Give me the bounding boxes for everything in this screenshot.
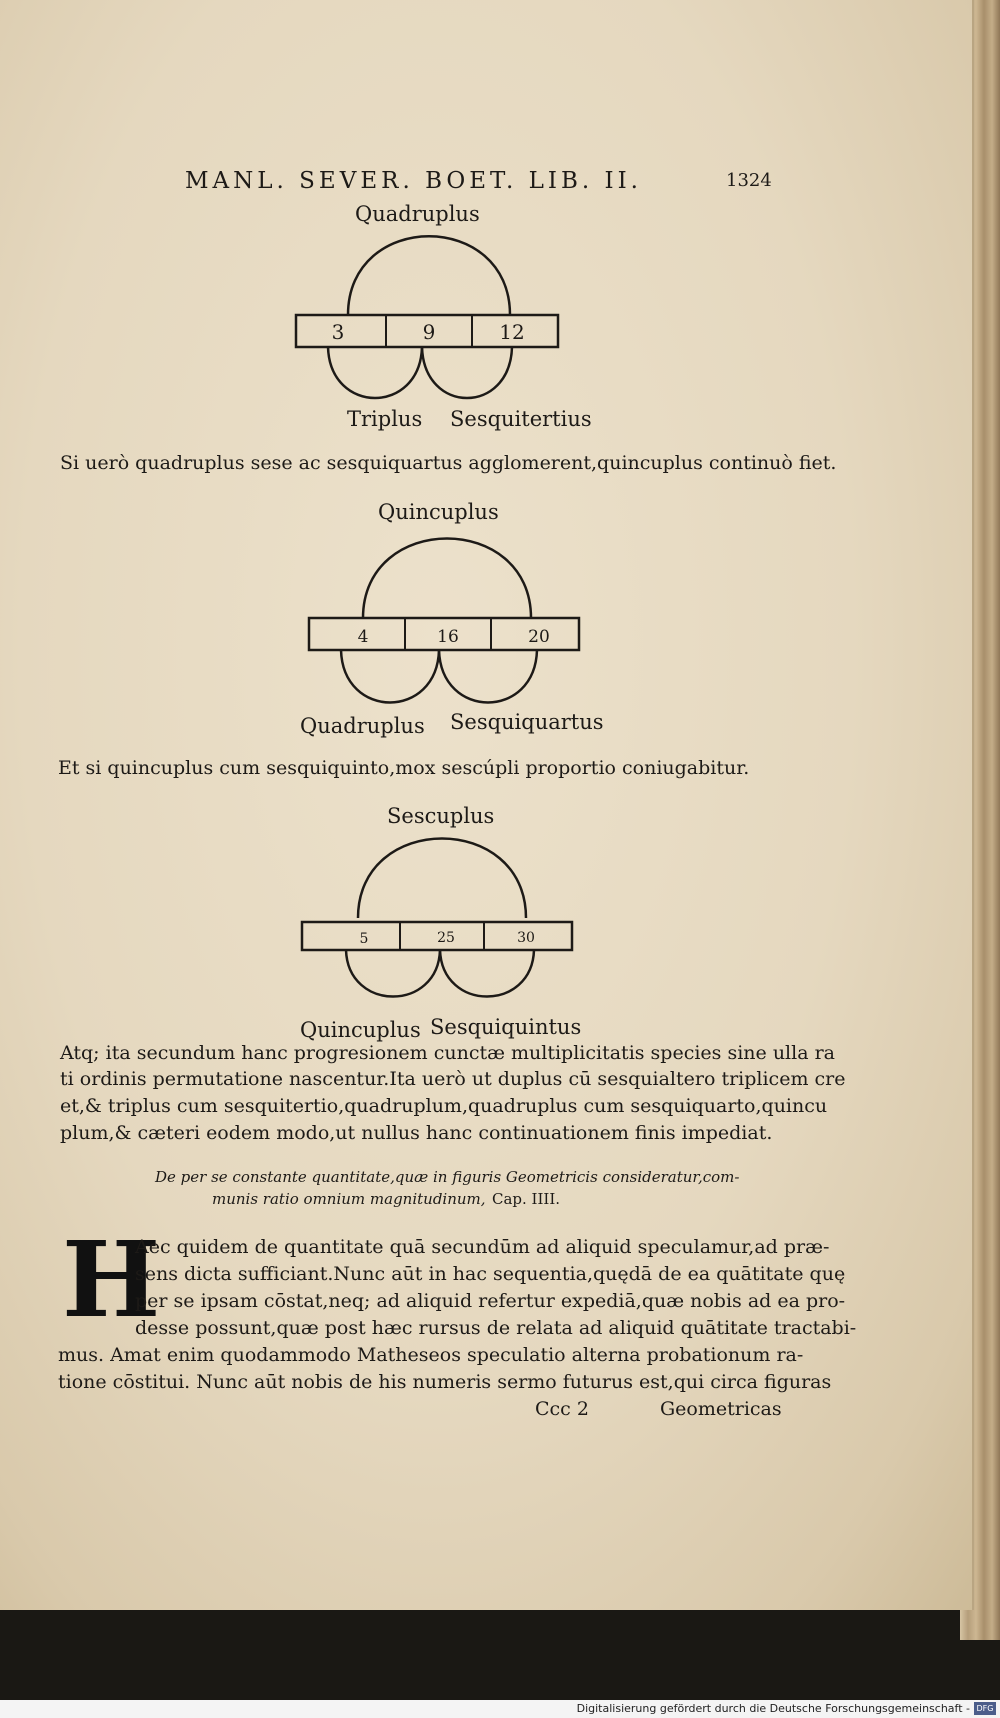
- dfg-logo: DFG: [974, 1702, 996, 1715]
- decorated-initial: H: [62, 1218, 161, 1341]
- paragraph-1-line: ti ordinis permutatione nascentur.Ita uerò ut duplus cū sesquialtero triplicem cre: [60, 1068, 846, 1090]
- diagram-3-lower-arc-left: [346, 950, 440, 997]
- diagram-3: [298, 830, 588, 1010]
- diagram-2-number: 20: [528, 627, 550, 647]
- diagram-1-bottom-left-label: Triplus: [347, 407, 423, 431]
- chapter-caption-line-2: munis ratio omnium magnitudinum,: [212, 1190, 486, 1208]
- diagram-2-number: 4: [357, 627, 369, 647]
- paragraph-2-line: sens dicta sufficiant.Nunc aūt in hac sequentia,quędā de ea quātitate quę: [135, 1263, 846, 1285]
- diagram-3-number: 30: [517, 930, 535, 946]
- diagram-3-top-label: Sescuplus: [387, 804, 495, 828]
- diagram-1-top-label: Quadruplus: [355, 202, 480, 226]
- diagram-2: [305, 530, 595, 710]
- diagram-3-bottom-left-label: Quincuplus: [300, 1018, 421, 1042]
- page-number: 1324: [726, 170, 772, 191]
- diagram-3-number: 25: [437, 930, 455, 946]
- paragraph-2-line: Aec quidem de quantitate quā secundūm ad aliquid speculamur,ad præ-: [135, 1236, 830, 1258]
- diagram-3-bottom-right-label: Sesquiquintus: [430, 1015, 582, 1039]
- signature-mark: Ccc 2: [535, 1398, 589, 1420]
- diagram-1-number: 9: [422, 320, 436, 344]
- diagram-1-lower-arc-left: [328, 347, 422, 398]
- paragraph-2-line: mus. Amat enim quodammodo Matheseos speculatio alterna probationum ra-: [58, 1344, 804, 1366]
- text-line-1: Si uerò quadruplus sese ac sesquiquartus agglomerent,quincuplus continuò fiet.: [60, 452, 837, 474]
- diagram-3-number: 5: [359, 931, 369, 947]
- diagram-3-upper-arc: [358, 839, 526, 919]
- paragraph-1-line: et,& triplus cum sesquitertio,quadruplum,quadruplus cum sesquiquarto,quincu: [60, 1095, 828, 1117]
- diagram-2-upper-arc: [363, 539, 531, 619]
- diagram-2-bottom-right-label: Sesquiquartus: [450, 710, 604, 734]
- diagram-2-top-label: Quincuplus: [378, 500, 499, 524]
- diagram-1: [290, 225, 570, 405]
- diagram-2-lower-arc-right: [439, 650, 537, 703]
- diagram-2-lower-arc-left: [341, 650, 439, 703]
- diagram-1-bottom-right-label: Sesquitertius: [450, 407, 592, 431]
- diagram-1-lower-arc-right: [422, 347, 512, 398]
- diagram-2-bottom-left-label: Quadruplus: [300, 714, 425, 738]
- text-line-2: Et si quincuplus cum sesquiquinto,mox sescúpli proportio coniugabitur.: [58, 757, 750, 779]
- chapter-caption-line-1: De per se constante quantitate,quæ in figuris Geometricis consideratur,com-: [155, 1168, 740, 1186]
- diagram-1-number: 12: [499, 320, 525, 344]
- paragraph-1-line: plum,& cæteri eodem modo,ut nullus hanc continuationem finis impediat.: [60, 1122, 773, 1144]
- paragraph-2-line: tione cōstitui. Nunc aūt nobis de his numeris sermo futurus est,qui circa figuras: [58, 1371, 832, 1393]
- chapter-number: Cap. IIII.: [492, 1190, 561, 1208]
- paragraph-2-line: desse possunt,quæ post hæc rursus de relata ad aliquid quātitate tractabi-: [135, 1317, 857, 1339]
- running-title: MANL. SEVER. BOET. LIB. II.: [185, 168, 642, 194]
- paragraph-2-line: per se ipsam cōstat,neq; ad aliquid refertur expediā,quæ nobis ad ea pro-: [135, 1290, 846, 1312]
- diagram-1-number: 3: [331, 320, 345, 344]
- diagram-2-number: 16: [437, 627, 459, 647]
- diagram-1-upper-arc: [348, 236, 510, 315]
- catchword: Geometricas: [660, 1398, 782, 1420]
- diagram-3-lower-arc-right: [440, 950, 534, 997]
- paragraph-1-line: Atq; ita secundum hanc progresionem cunctæ multiplicitatis species sine ulla ra: [60, 1042, 835, 1064]
- digitization-credit: Digitalisierung gefördert durch die Deutsche Forschungsgemeinschaft -: [576, 1702, 970, 1715]
